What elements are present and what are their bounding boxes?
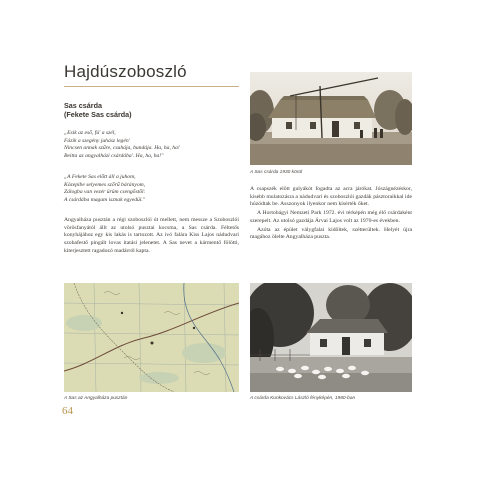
csarda-1930-photo [250, 72, 412, 165]
verse-line: Fázik a szegény juhász legén' [64, 137, 130, 144]
heading-line-1: Sas csárda [64, 101, 102, 110]
right-body-text [250, 186, 412, 243]
verse-line: Nincsen annak szűre, csuhája, bundája. Ha, ha, ha! [64, 145, 180, 152]
body-paragraph: A csapszék előtt gulyákót fogadta az acra járókat. Jószágnézéskor, kisebb mulatozásra a nádudvari és szoboszlói gazdák pásztoraikkal ide húzódtak be. Asszonyok ilyenkor nem kísérték őket. [250, 186, 412, 208]
body-paragraph: Azóta az épület válygfalai kidőltek, szétterültek. Helyét újra magához ölelte Angyalháza puszta. [250, 226, 412, 241]
title-divider [64, 86, 239, 87]
photo-caption-top: A Sas csárda 1930 körül [250, 170, 303, 175]
heading-line-2: (Fekete Sas csárda) [64, 110, 132, 120]
verse-line: „A Fekete Sas előtt áll a juhom, [64, 174, 136, 180]
section-heading [64, 101, 239, 120]
verse-stanza-2 [64, 174, 239, 204]
verse-line: Zálogba van vezér ürüm csengőstől: [64, 189, 146, 196]
left-body-text [64, 217, 239, 257]
body-paragraph: Angyalháza pusztán a régi szoboszlói út mellett, nem messze a Szoboszlói vörösfanyától állt az utolsó pusztai kocsma, a Sas csárda. Féltetős konyhájához egy kis lakás is tartozott. Az ivó falára Kiss Lajos nádudvari szobafestő pingált lovas itatási jelenetet. A Sas nevet a kármentő fölötti, kiterjesztett ragadozó madárról kapta. [64, 217, 239, 254]
verse-line: Közepibe selyemes szőrű bárányom, [64, 181, 146, 188]
page-number: 64 [62, 405, 73, 417]
angyalhaza-map [64, 283, 239, 392]
verse-stanza-1 [64, 130, 239, 160]
map-caption: A Sas az Angyalháza pusztán [64, 396, 128, 401]
csarda-1980-photo [250, 283, 412, 392]
page-title: Hajdúszoboszló [64, 62, 187, 81]
photo-caption-bottom: A csárda Kunkovács László fényképén, 1980-ban [250, 396, 356, 401]
body-paragraph: A Hortobágyi Nemzeti Park 1972. évi térképén még élő csárdaként szerepelt. Az utolsó gazdája Árvai Lajos volt az 1970-es években. [250, 210, 412, 224]
verse-line: „Esik az eső, fú' a szél, [64, 130, 116, 136]
verse-line: Beitta az angyalházi csárdába'. Ha, ha, ha!" [64, 152, 164, 159]
verse-line: A csárdába magam isznak egyedül." [64, 196, 146, 203]
